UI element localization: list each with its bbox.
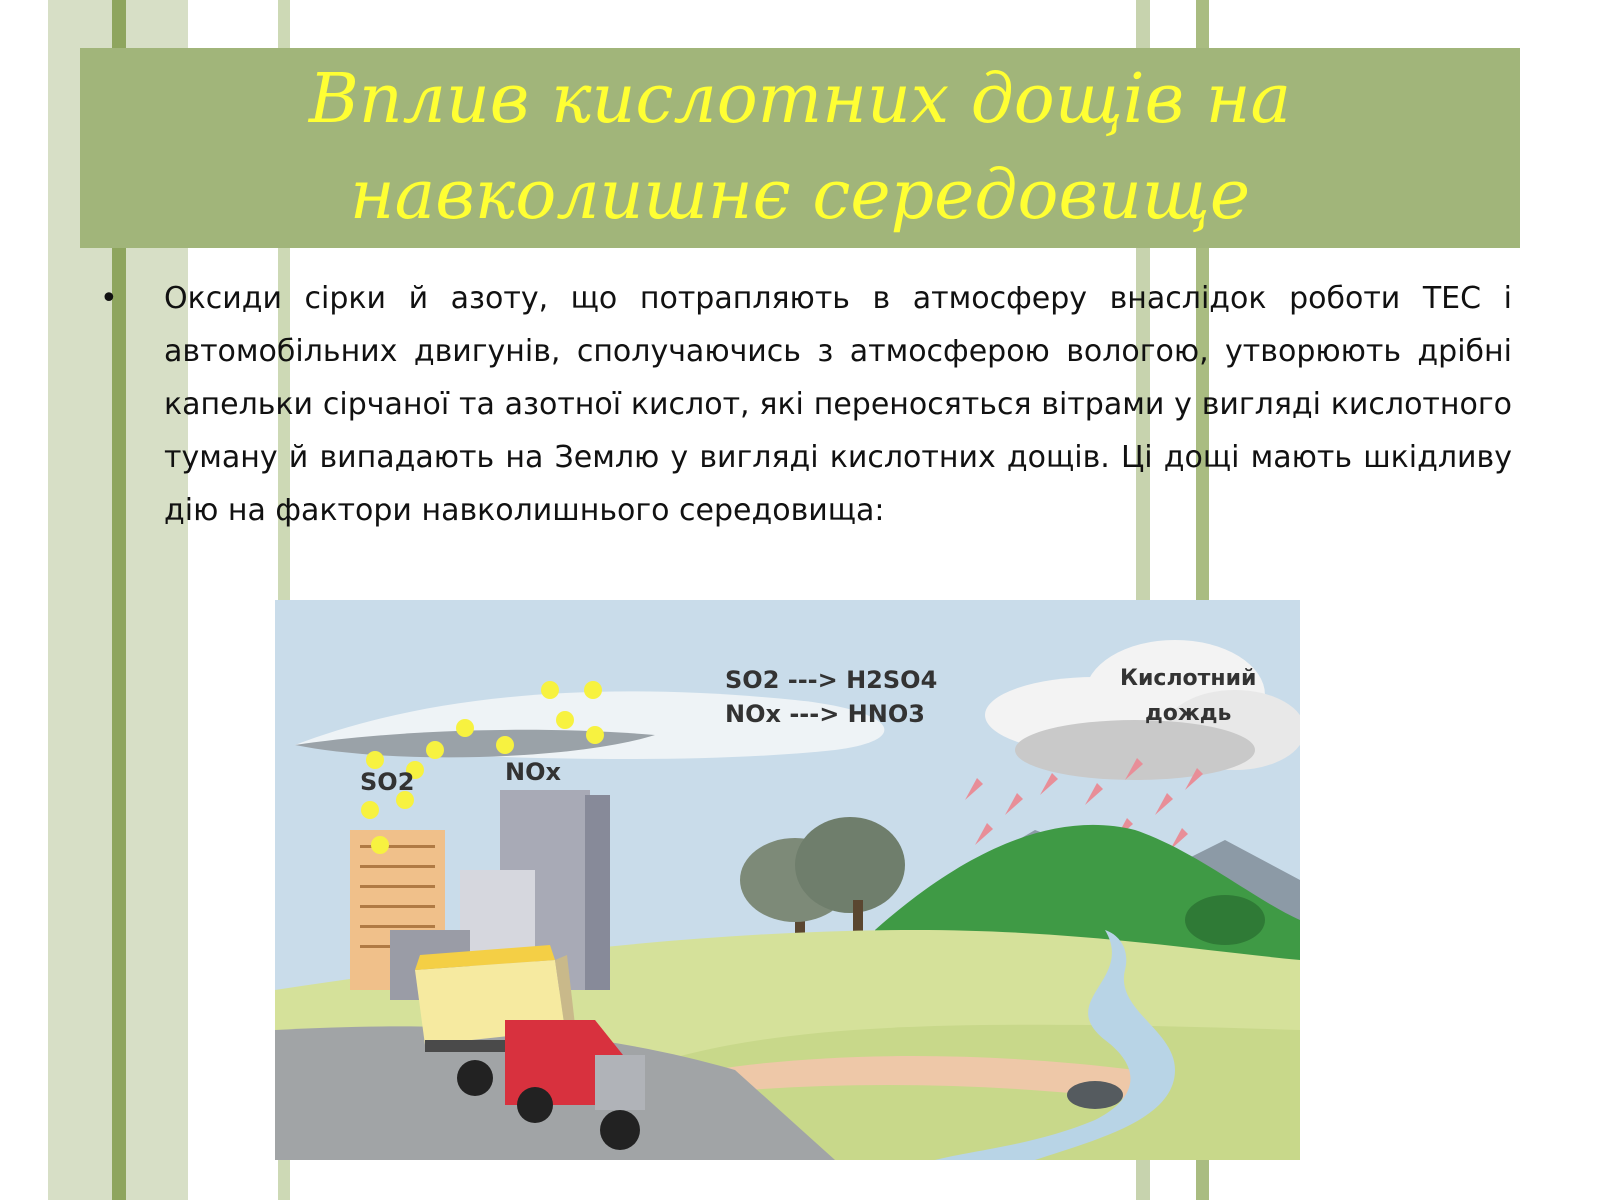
slide-title: Вплив кислотних дощів на навколишнє середовище [308,60,1292,235]
acid-rain-label-line1: Кислотний [1120,666,1257,691]
bullet-text: Оксиди сірки й азоту, що потрапляють в атмосферу внаслідок роботи ТЕС і автомобільних двигунів, сполучаючись з атмосферою вологою, утворюють дрібні капельки сірчаної та азотної кислот, які переносяться вітрами у вигляді кислотного туману й випадають на Землю у вигляді кислотних дощів. Ці дощі мають шкідливу дію на фактори навколишнього середовища: [164,281,1512,528]
acid-rain-label-line2: дождь [1145,701,1232,726]
reaction-nox: NOx ---> HNO3 [725,700,925,728]
bullet-marker: • [100,281,118,316]
bullet-item [100,272,1512,537]
acid-rain-illustration [275,600,1300,1160]
so2-label: SO2 [360,768,415,796]
nox-label: NOx [505,758,561,786]
title-band [80,48,1520,248]
river-culvert [1067,1081,1123,1109]
reaction-so2: SO2 ---> H2SO4 [725,666,938,694]
